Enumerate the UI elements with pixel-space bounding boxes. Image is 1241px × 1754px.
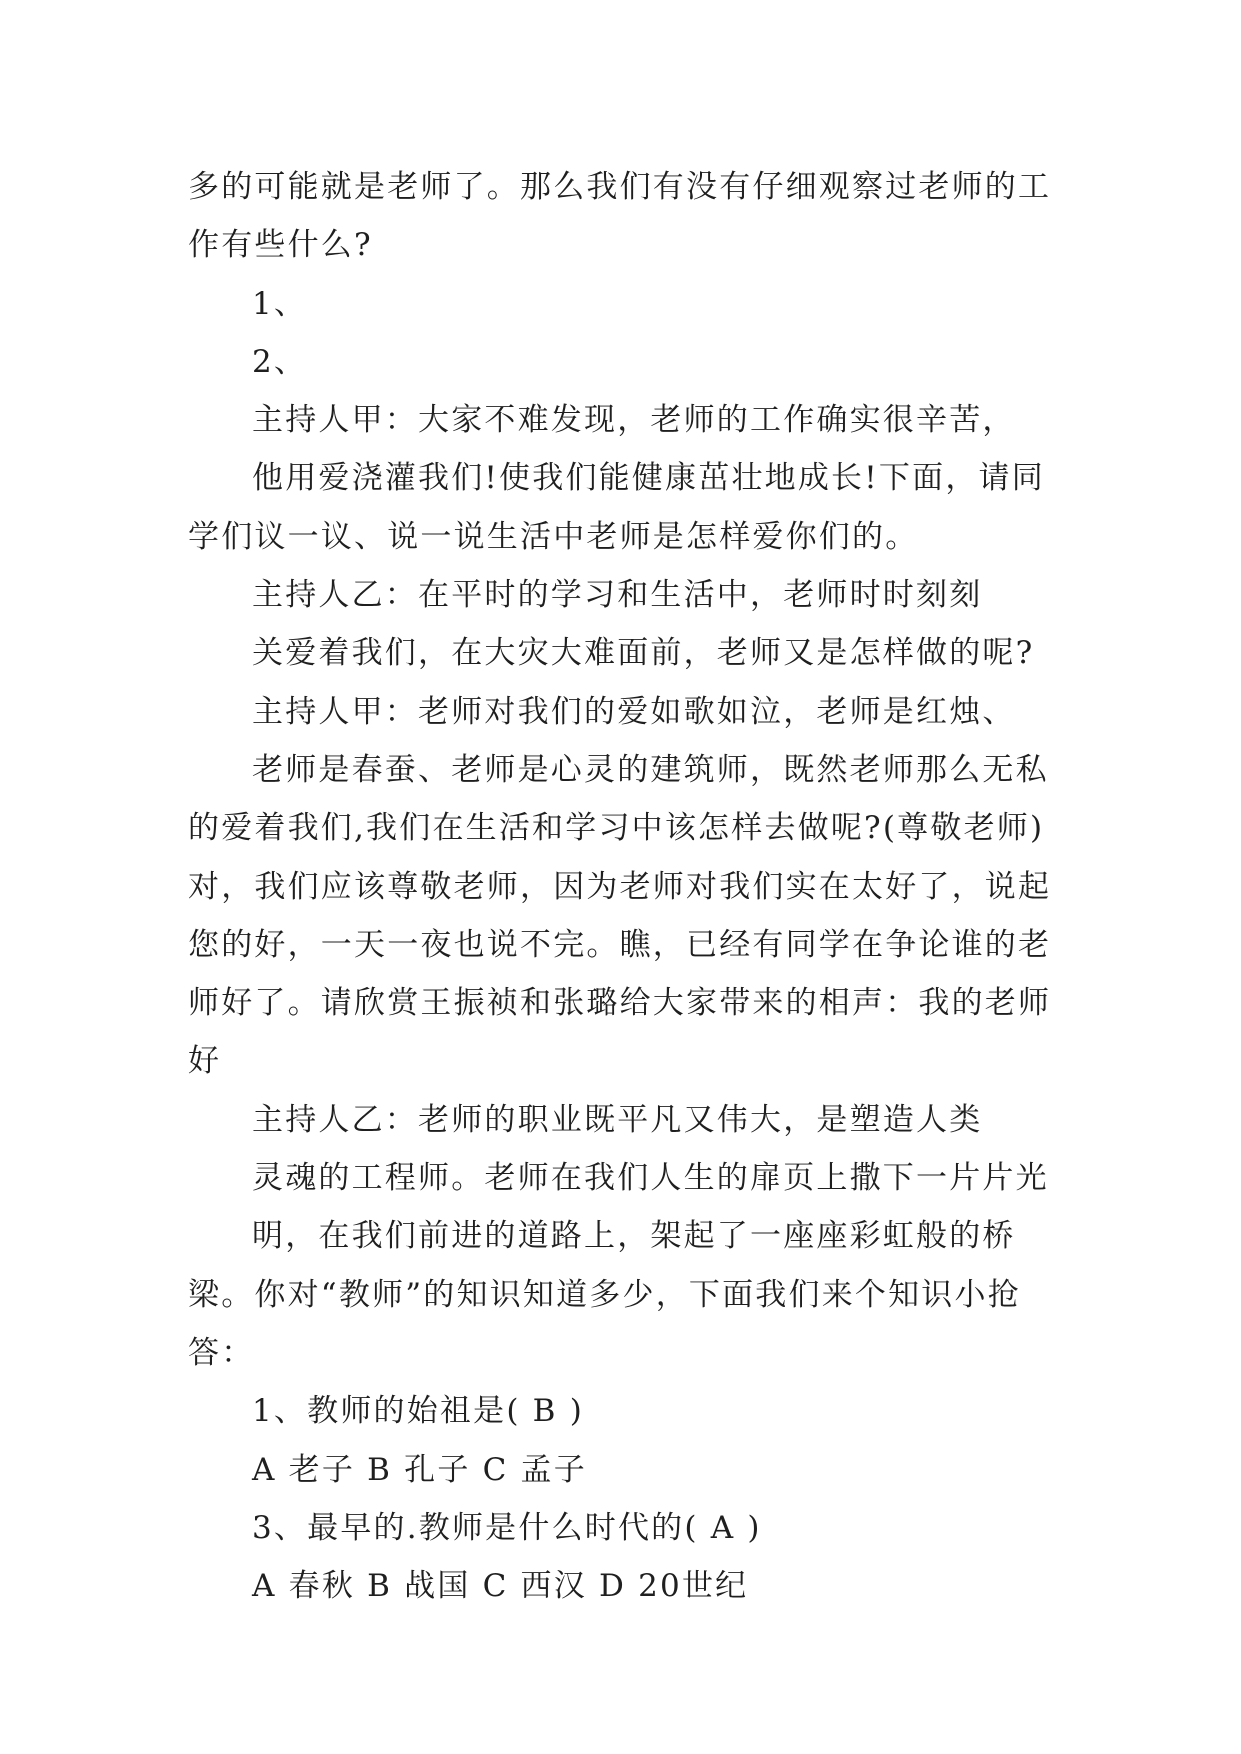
host-a-line-2: 主持人甲：老师对我们的爱如歌如泣，老师是红烛、 [252, 693, 1016, 730]
host-b-paragraph-2-line-1: 灵魂的工程师。老师在我们人生的扉页上撒下一片片光 [252, 1160, 1049, 1197]
host-b-line-2: 主持人乙：老师的职业既平凡又伟大，是塑造人类 [252, 1101, 983, 1138]
host-b-paragraph-2-line-2: 明，在我们前进的道路上，架起了一座座彩虹般的桥梁。你对“教师”的知识知道多少，下面我们来个知识小抢答： [188, 1218, 1021, 1371]
host-b-line-1: 主持人乙：在平时的学习和生活中，老师时时刻刻 [252, 577, 983, 614]
quiz-question-3: 3、最早的.教师是什么时代的( A ) [252, 1509, 762, 1546]
document-body [188, 158, 1068, 1615]
host-a-paragraph-1: 他用爱浇灌我们!使我们能健康茁壮地成长!下面，请同学们议一议、说一说生活中老师是怎样爱你们的。 [188, 460, 1045, 555]
host-b-paragraph-1: 关爱着我们，在大灾大难面前，老师又是怎样做的呢? [252, 635, 1035, 672]
quiz-options-3: A 春秋 B 战国 C 西汉 D 20世纪 [252, 1568, 749, 1605]
host-a-line-1: 主持人甲：大家不难发现，老师的工作确实很辛苦， [252, 402, 1016, 439]
quiz-question-1: 1、教师的始祖是( B ) [252, 1393, 584, 1430]
paragraph-intro-continuation: 多的可能就是老师了。那么我们有没有仔细观察过老师的工作有些什么? [188, 169, 1052, 264]
host-a-paragraph-2: 老师是春蚕、老师是心灵的建筑师，既然老师那么无私的爱着我们,我们在生活和学习中该怎样去做呢?(尊敬老师)对，我们应该尊敬老师，因为老师对我们实在太好了，说起您的好，一天一夜也说不完。瞧，已经有同学在争论谁的老师好了。请欣赏王振祯和张璐给大家带来的相声：我的老师好 [188, 751, 1052, 1080]
quiz-options-1: A 老子 B 孔子 C 孟子 [252, 1451, 587, 1488]
list-item-1: 1、 [252, 285, 308, 322]
list-item-2: 2、 [252, 343, 308, 380]
